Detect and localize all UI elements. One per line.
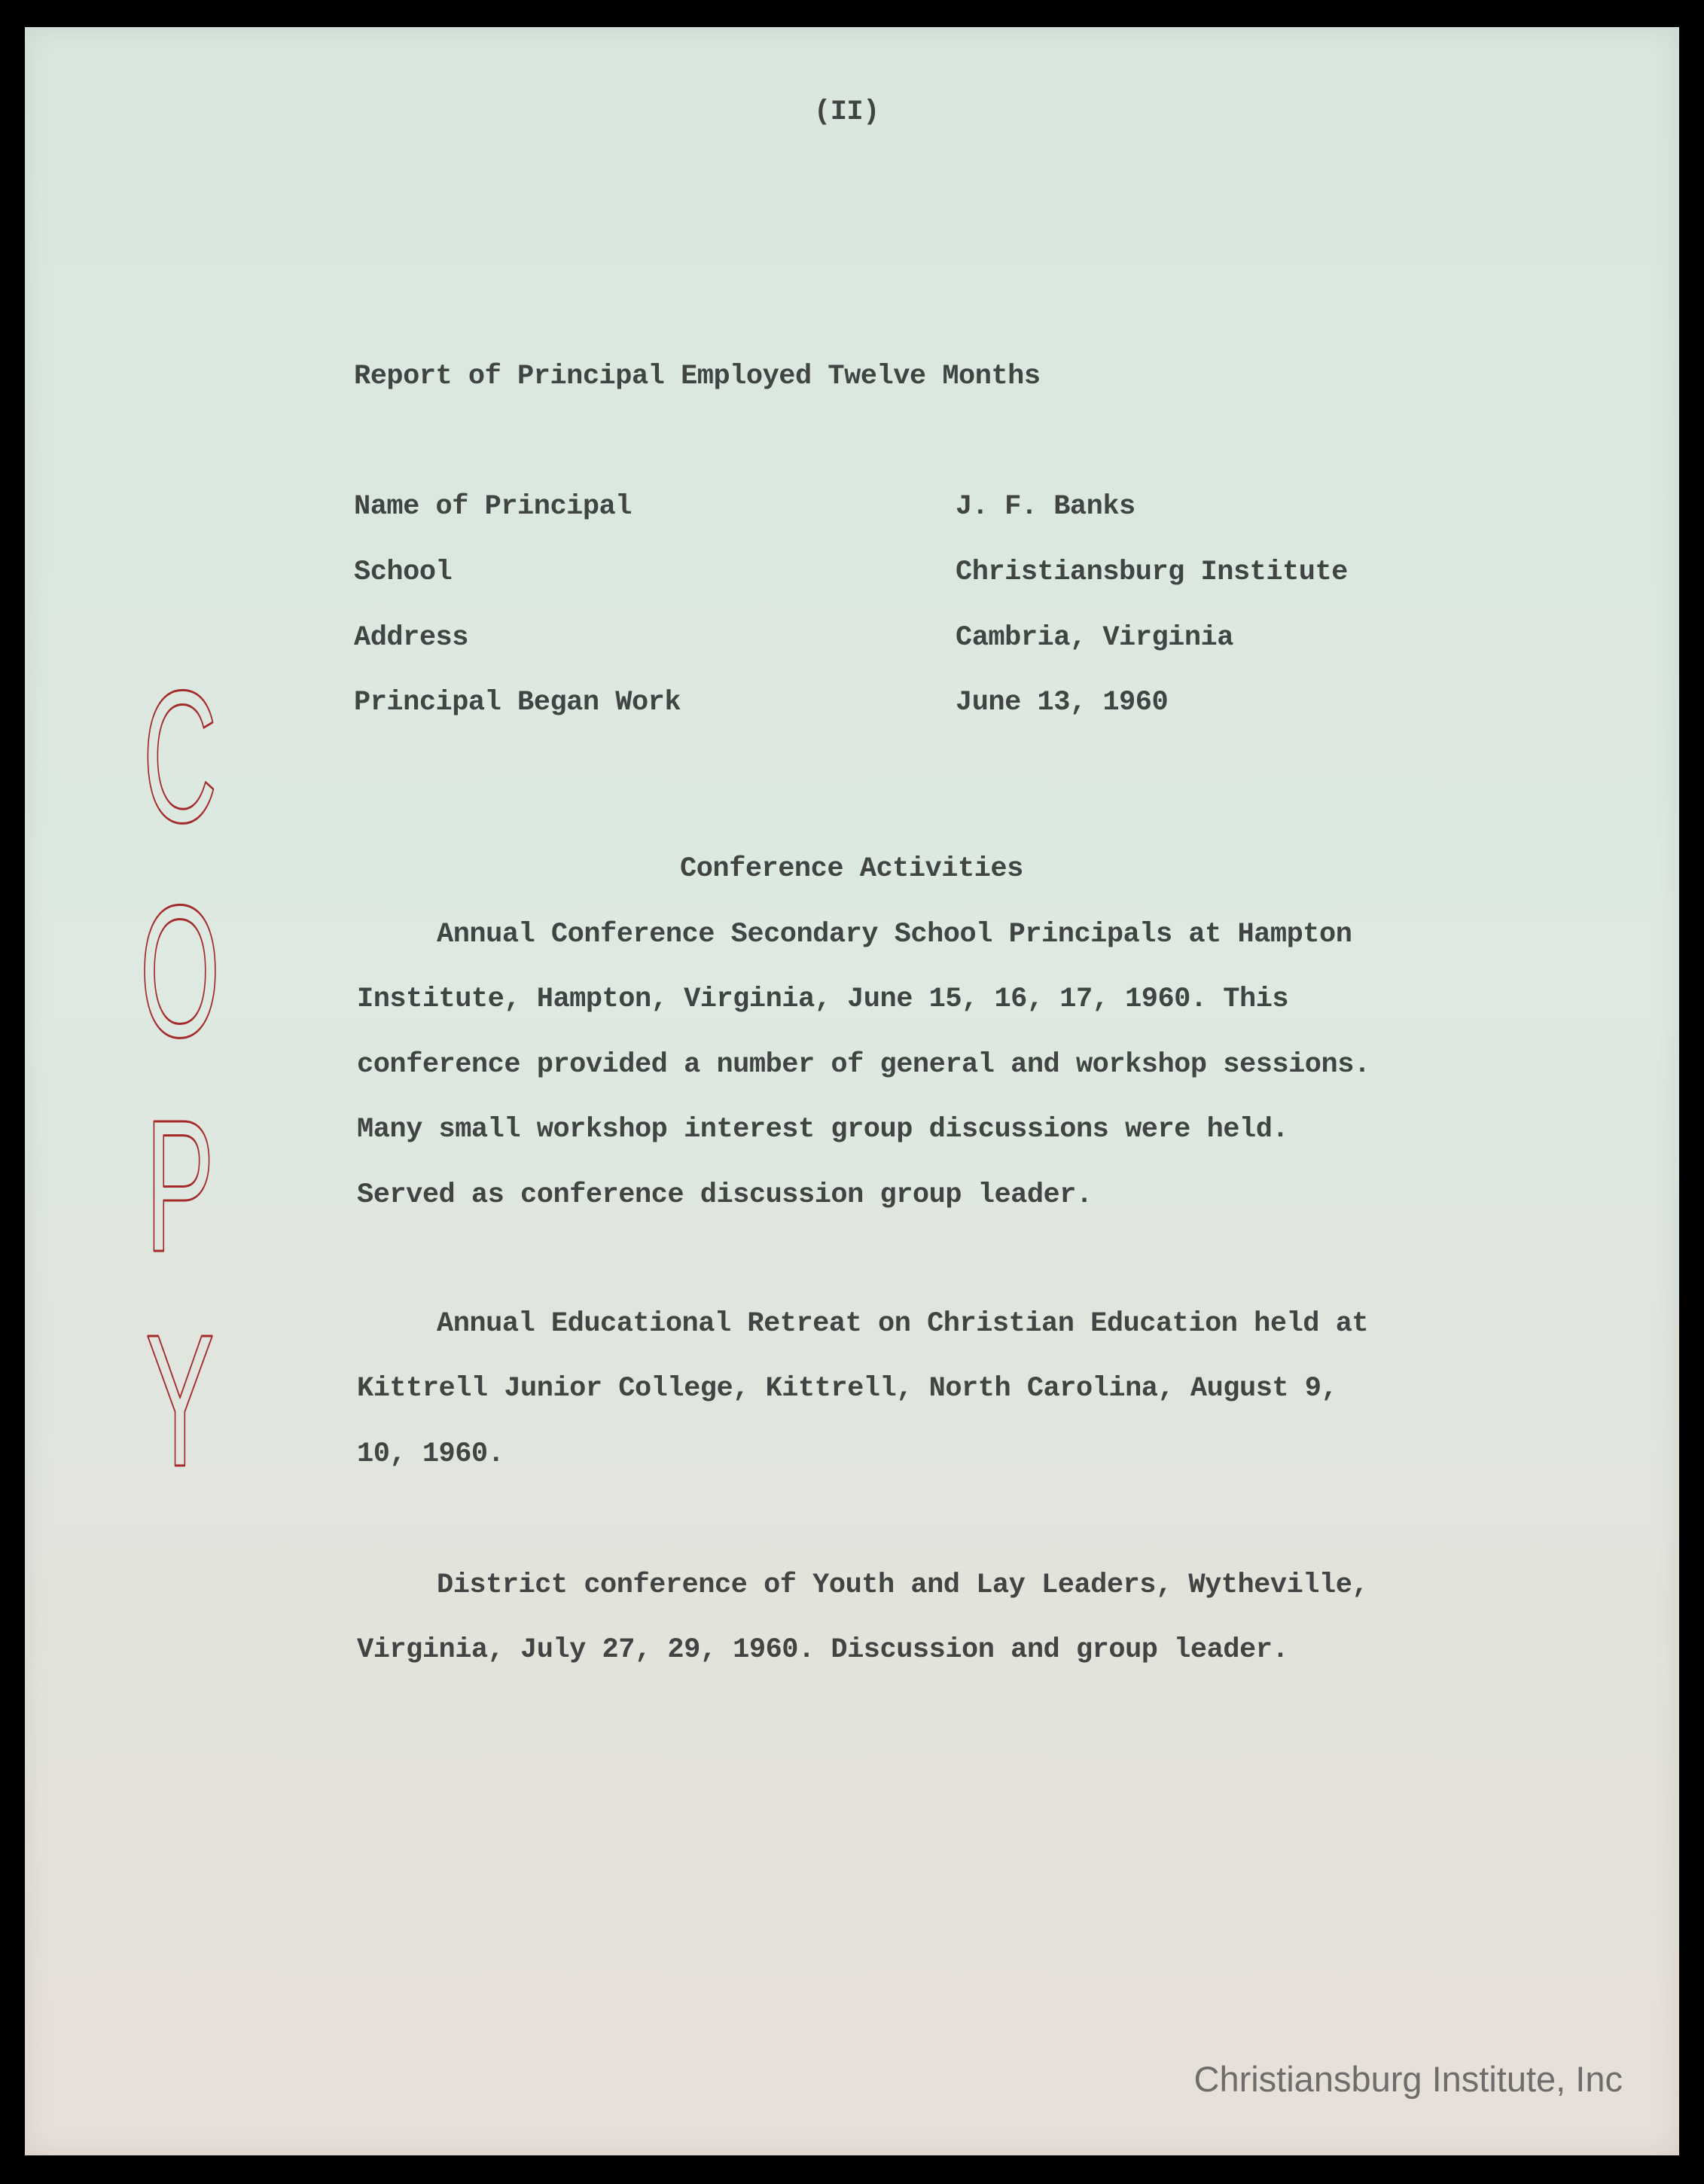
paragraph-line: conference provided a number of general and workshop sessions. [357,1049,1370,1081]
document-page [25,27,1679,2155]
paragraph-line: Annual Conference Secondary School Principals at Hampton [437,919,1352,950]
paragraph-line: Many small workshop interest group discussions were held. [357,1114,1289,1145]
stamp-letter-o: O [139,865,221,1077]
paragraph-line: Kittrell Junior College, Kittrell, North Carolina, August 9, [357,1373,1338,1405]
copy-stamp [135,645,225,1511]
paragraph-line: District conference of Youth and Lay Leaders, Wytheville, [437,1569,1369,1601]
section-heading: Conference Activities [680,853,1023,885]
info-value-began-work: June 13, 1960 [956,687,1169,718]
report-title: Report of Principal Employed Twelve Months [354,361,1041,392]
paragraph-line: Institute, Hampton, Virginia, June 15, 16, 17, 1960. This [357,984,1289,1015]
paragraph-line: 10, 1960. [357,1438,504,1470]
stamp-letter-y: Y [145,1295,215,1506]
info-label-name-of-principal: Name of Principal [354,491,632,523]
paragraph-line: Served as conference discussion group leader. [357,1179,1093,1211]
paragraph-line: Virginia, July 27, 29, 1960. Discussion and group leader. [357,1634,1289,1666]
info-label-began-work: Principal Began Work [354,687,681,718]
stamp-letter-c: C [142,651,218,862]
info-value-name-of-principal: J. F. Banks [956,491,1135,523]
stamp-letter-p: P [145,1080,215,1292]
info-value-address: Cambria, Virginia [956,622,1233,654]
info-label-address: Address [354,622,468,654]
paragraph-line: Annual Educational Retreat on Christian Education held at [437,1308,1369,1340]
page-number: (II) [814,96,879,128]
info-label-school: School [354,557,453,588]
watermark: Christiansburg Institute, Inc [1193,2059,1623,2099]
info-value-school: Christiansburg Institute [956,557,1348,588]
